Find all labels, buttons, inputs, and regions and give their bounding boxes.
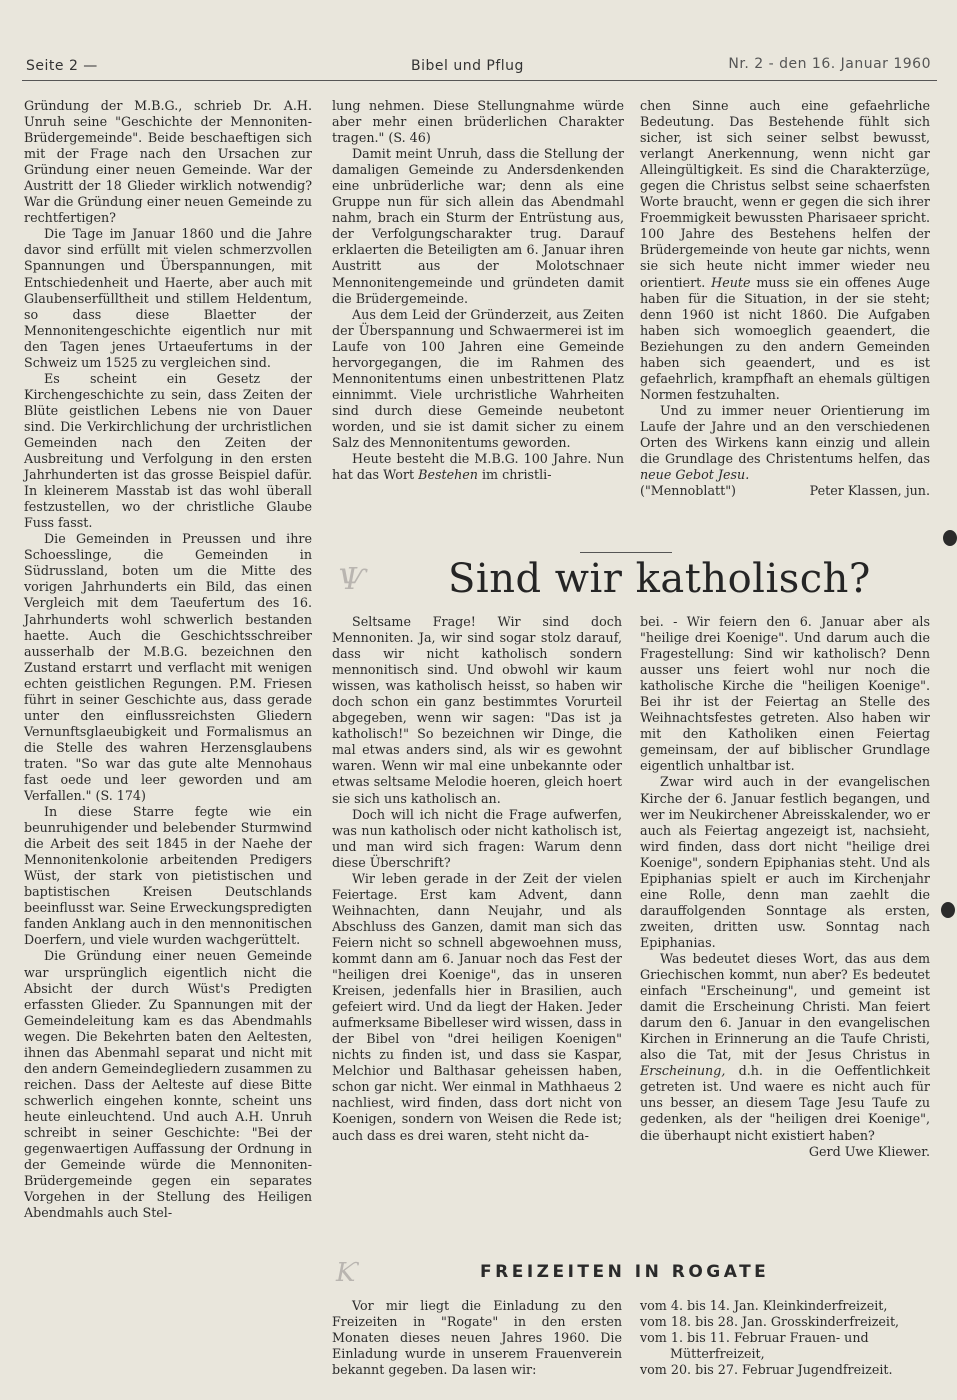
italic-term: Erscheinung, <box>640 1063 726 1079</box>
paragraph: In diese Starre fegte wie ein beunruhigender und belebender Sturmwind die Arbeit des seit 1845 in der Naehe der Mennonitenkolonie arbeitenden Predigers Wüst, der stark von pietistischen und baptistischen Kreisen Deutschlands beeinflusst war. Seine Erweckungspredigten fanden Anklang auch in den mennonitischen Doerfern, und viele wurden wachgerüttelt. <box>24 804 312 948</box>
paragraph: Die Tage im Januar 1860 und die Jahre davor sind erfüllt mit vielen schmerzvollen Spannungen und Überspannungen, mit Entschiedenheit und Haerte, aber auch mit Glaubenserfülltheit und stillem Heldentum, so dass diese Blaetter der Mennonitengeschichte eigentlich nur mit den Tagen jenes Urtaeufertums in der Schweiz um 1525 zu vergleichen sind. <box>24 226 312 370</box>
paragraph: Die Gründung einer neuen Gemeinde war ursprünglich eigentlich nicht die Absicht der durch Wüst's Predigten erfassten Glieder. Zu Spannungen mit der Gemeindeleitung kam es das Abendmahls wegen. Die Bekehrten baten den Aeltesten, ihnen das Abenmahl separat und nicht mit den andern Gemeindegliedern zusammen zu reichen. Dass der Aelteste auf diese Bitte schwerlich eingehen konnte, scheint uns heute einleuchtend. Und auch A.H. Unruh schreibt in seiner Geschichte: "Bei der gegenwaertigen Auffassung der Ordnung in der Gemeinde würde die Mennoniten-Brüdergemeinde gegen ein separates Vorgehen in der Stellung des Heiligen Abendmahls auch Stel- <box>24 948 312 1221</box>
italic-term: Bestehen <box>418 467 478 483</box>
section-rule <box>580 552 672 553</box>
text-run: Und zu immer neuer Orientierung im Laufe der Jahre und an den verschiedenen Orten des Wirkens kann einzig und allein die Grundlage des Christentums helfen, das <box>640 402 930 467</box>
article1-column-1 <box>24 98 312 1221</box>
text-run: Was bedeutet dieses Wort, das aus dem Griechischen kommt, nun aber? Es bedeutet einfach "Erscheinung", und gemeint ist damit die Erscheinung Christi. Man feiert darum den 6. Januar in den evangelischen Kirchen in Erinnerung an die Taufe Christi, also die Tat, mit der Jesus Christus in <box>640 950 930 1063</box>
binding-hole <box>941 902 955 918</box>
paragraph: Gründung der M.B.G., schrieb Dr. A.H. Unruh seine "Geschichte der Mennoniten-Brüdergemeinde". Beide beschaeftigen sich mit der Frage nach den Ursachen zur Gründung einer neuen Gemeinde. War der Austritt der 18 Glieder wirklich notwendig? War die Gründung einer neuen Gemeinde zu rechtfertigen? <box>24 98 312 226</box>
page-header <box>26 54 931 78</box>
article3-column-2 <box>640 1298 930 1378</box>
paragraph: Vor mir liegt die Einladung zu den Freizeiten in "Rogate" in den ersten Monaten dieses neuen Jahres 1960. Die Einladung wurde in unserem Frauenverein bekannt gegeben. Da lasen wir: <box>332 1298 622 1378</box>
paragraph <box>640 951 930 1144</box>
text-run: im christli- <box>481 467 552 483</box>
publication-title: Bibel und Pflug <box>411 58 524 74</box>
paragraph: Aus dem Leid der Gründerzeit, aus Zeiten der Überspannung und Schwaermerei ist im Laufe von 100 Jahren eine Gemeinde hervorgegangen, die im Rahmen des Mennonitentums einen unbestrittenen Platz einnimmt. Viele urchristliche Wahrheiten sind durch diese Gemeinde neubetont worden, und sie ist damit sicher zu einem Salz des Mennonitentums geworden. <box>332 306 624 450</box>
article2-column-2 <box>640 614 930 1160</box>
article2-title: Sind wir katholisch? <box>448 556 871 602</box>
pencil-mark: Ѱ <box>338 562 367 597</box>
list-item: vom 4. bis 14. Jan. Kleinkinderfreizeit, <box>640 1298 888 1313</box>
author-name: Peter Klassen, jun. <box>809 483 930 499</box>
text-run: muss sie ein offenes Auge haben für die Situation, in der sie steht; denn 1960 ist nicht 1860. Die Aufgaben haben sich womoeglich geaendert, die Beziehungen zu den andern Gemeinden haben sich geaendert, und es ist gefaehrlich, krampfhaft an ehemals gültigen Normen festzuhalten. <box>640 274 930 402</box>
paragraph: Seltsame Frage! Wir sind doch Mennoniten. Ja, wir sind sogar stolz darauf, dass wir nicht katholisch sondern mennonitisch sind. Und obwohl wir kaum wissen, was katholisch heisst, so haben wir doch schon ein ganz bestimmtes Vorurteil abgegeben, wenn wir sagen: "Das ist ja katholisch!" So bezeichnen wir Dinge, die mal etwas anders sind, als wir es gewohnt waren. Wenn wir mal eine unbekannte oder etwas seltsame Melodie hoeren, gleich hoert sie sich uns katholisch an. <box>332 614 622 806</box>
paragraph: Damit meint Unruh, dass die Stellung der damaligen Gemeinde zu Andersdenkenden eine unbrüderliche war; denn als eine Gruppe nun für sich allein das Abendmahl nahm, brach ein Sturm der Entrüstung aus, der Verfolgungscharakter trug. Darauf erklaerten die Beteiligten am 6. Januar ihren Austritt aus der Molotschnaer Mennonitengemeinde und gründeten damit die Brüdergemeinde. <box>332 146 624 306</box>
article1-column-2 <box>332 98 624 483</box>
paragraph: Zwar wird auch in der evangelischen Kirche der 6. Januar festlich begangen, und wer im Neukirchener Abreisskalender, wo er auch als Feiertag angezeigt ist, nachsieht, wird finden, dass dort nicht "heilige drei Koenige", sondern Epiphanias steht. Und als Epiphanias spielt er auch im Kirchenjahr eine Rolle, denn man zaehlt die darauffolgenden Sonntage als ersten, zweiten, dritten usw. Sonntag nach Epiphanias. <box>640 774 930 950</box>
source-credit: ("Mennoblatt") <box>640 483 736 499</box>
article2-column-1 <box>332 614 622 1144</box>
page-number: Seite 2 — <box>26 58 98 74</box>
paragraph <box>640 403 930 483</box>
text-run: Heute besteht die M.B.G. 100 Jahre. Nun hat das Wort <box>332 451 624 483</box>
article3-title: FREIZEITEN IN ROGATE <box>480 1262 770 1282</box>
paragraph: Doch will ich nicht die Frage aufwerfen, was nun katholisch oder nicht katholisch ist, und man wird sich fragen: Warum denn diese Überschrift? <box>332 806 622 870</box>
paragraph <box>640 98 930 403</box>
paragraph: Wir leben gerade in der Zeit der vielen Feiertage. Erst kam Advent, dann Weihnachten, dann Neujahr, und als Abschluss des Ganzen, damit man sich das Feiern nicht so schnell abgewoehnen muss, kommt dann am 6. Januar noch das Fest der "heiligen drei Koenige", das in unseren Kreisen, jedenfalls hier in Brasilien, auch gefeiert wird. Und da liegt der Haken. Jeder aufmerksame Bibelleser wird wissen, dass in der Bibel von "drei heiligen Koenigen" nichts zu finden ist, und dass sie Kaspar, Melchior und Balthasar geheissen haben, schon gar nicht. Wer einmal in Mathhaeus 2 nachliest, wird finden, dass dort nicht von Koenigen, sondern von Weisen die Rede ist; auch dass es drei waren, steht nicht da- <box>332 870 622 1143</box>
binding-hole <box>943 530 957 546</box>
article1-column-3 <box>640 98 930 499</box>
text-run: d.h. in die Oeffentlichkeit getreten ist. Und waere es nicht auch für uns besser, an diesem Tage Jesu Taufe zu gedenken, als der "heiligen drei Koenige", die überhaupt nicht existiert haben? <box>640 1063 930 1143</box>
list-item: vom 20. bis 27. Februar Jugendfreizeit. <box>640 1362 893 1378</box>
pencil-mark: Ƙ <box>336 1258 356 1288</box>
header-rule <box>22 80 937 81</box>
paragraph: bei. - Wir feiern den 6. Januar aber als "heilige drei Koenige". Und darum auch die Fragestellung: Sind wir katholisch? Denn ausser uns feiert wohl nur noch die katholische Kirche die "heiligen Koenige". Bei ihr ist der Feiertag an Stelle des Weihnachtsfestes getreten. Also haben wir mit den Katholiken einen Feiertag gemeinsam, der auf biblischer Grundlage eigentlich unhaltbar ist. <box>640 614 930 774</box>
list-item: vom 18. bis 28. Jan. Grosskinderfreizeit, <box>640 1314 900 1330</box>
author-name: Gerd Uwe Kliewer. <box>808 1143 930 1159</box>
list-item: Mütterfreizeit, <box>670 1346 765 1362</box>
list-item: vom 1. bis 11. Februar Frauen- und <box>640 1330 869 1346</box>
article3-column-1 <box>332 1298 622 1378</box>
italic-term: neue Gebot Jesu. <box>640 467 750 483</box>
paragraph: Die Gemeinden in Preussen und ihre Schoesslinge, die Gemeinden in Südrussland, boten um die Mitte des vorigen Jahrhunderts ein Bild, das einen Vergleich mit dem Taeufertum des 16. Jahrhunderts wohl schwerlich bestanden haette. Auch die Geschichtsschreiber ausserhalb der M.B.G. bezeichnen den Zustand erstarrt und verflacht mit wenigen echten geistlichen Regungen. P.M. Friesen führt in seiner Geschichte aus, dass gerade unter den einflussreichsten Gliedern Vernunftsglaeubigkeit und Formalismus an die Stelle des wahren Herzensglaubens traten. "So war das gute alte Mennohaus fast oede und leer geworden und am Verfallen." (S. 174) <box>24 531 312 804</box>
issue-date: Nr. 2 - den 16. Januar 1960 <box>728 56 931 72</box>
text-run: chen Sinne auch eine gefaehrliche Bedeutung. Das Bestehende fühlt sich sicher, ist sich seiner selbst bewusst, verlangt Anerkennung, wenn nicht gar Alleingültigkeit. Es sind die Charakterzüge, gegen die Christus selbst seine schaerfsten Worte braucht, wenn er gegen die sich ihrer Froemmigkeit bewussten Pharisaeer spricht. 100 Jahre des Bestehens helfen der Brüdergemeinde von heute gar nichts, wenn sie sich heute nicht immer wieder neu orientiert. <box>640 98 930 290</box>
italic-term: Heute <box>711 274 751 290</box>
paragraph <box>332 451 624 483</box>
paragraph: Es scheint ein Gesetz der Kirchengeschichte zu sein, dass Zeiten der Blüte geistlichen Lebens nie von Dauer sind. Die Verkirchlichung der urchristlichen Gemeinden nach den Zeiten der Ausbreitung und Verfolgung in den ersten Jahrhunderten ist das grosse Beispiel dafür. In kleinerem Masstab ist das wohl überall festzustellen, wo der christliche Glaube Fuss fasst. <box>24 370 312 531</box>
paragraph: lung nehmen. Diese Stellungnahme würde aber mehr einen brüderlichen Charakter tragen." (S. 46) <box>332 98 624 146</box>
